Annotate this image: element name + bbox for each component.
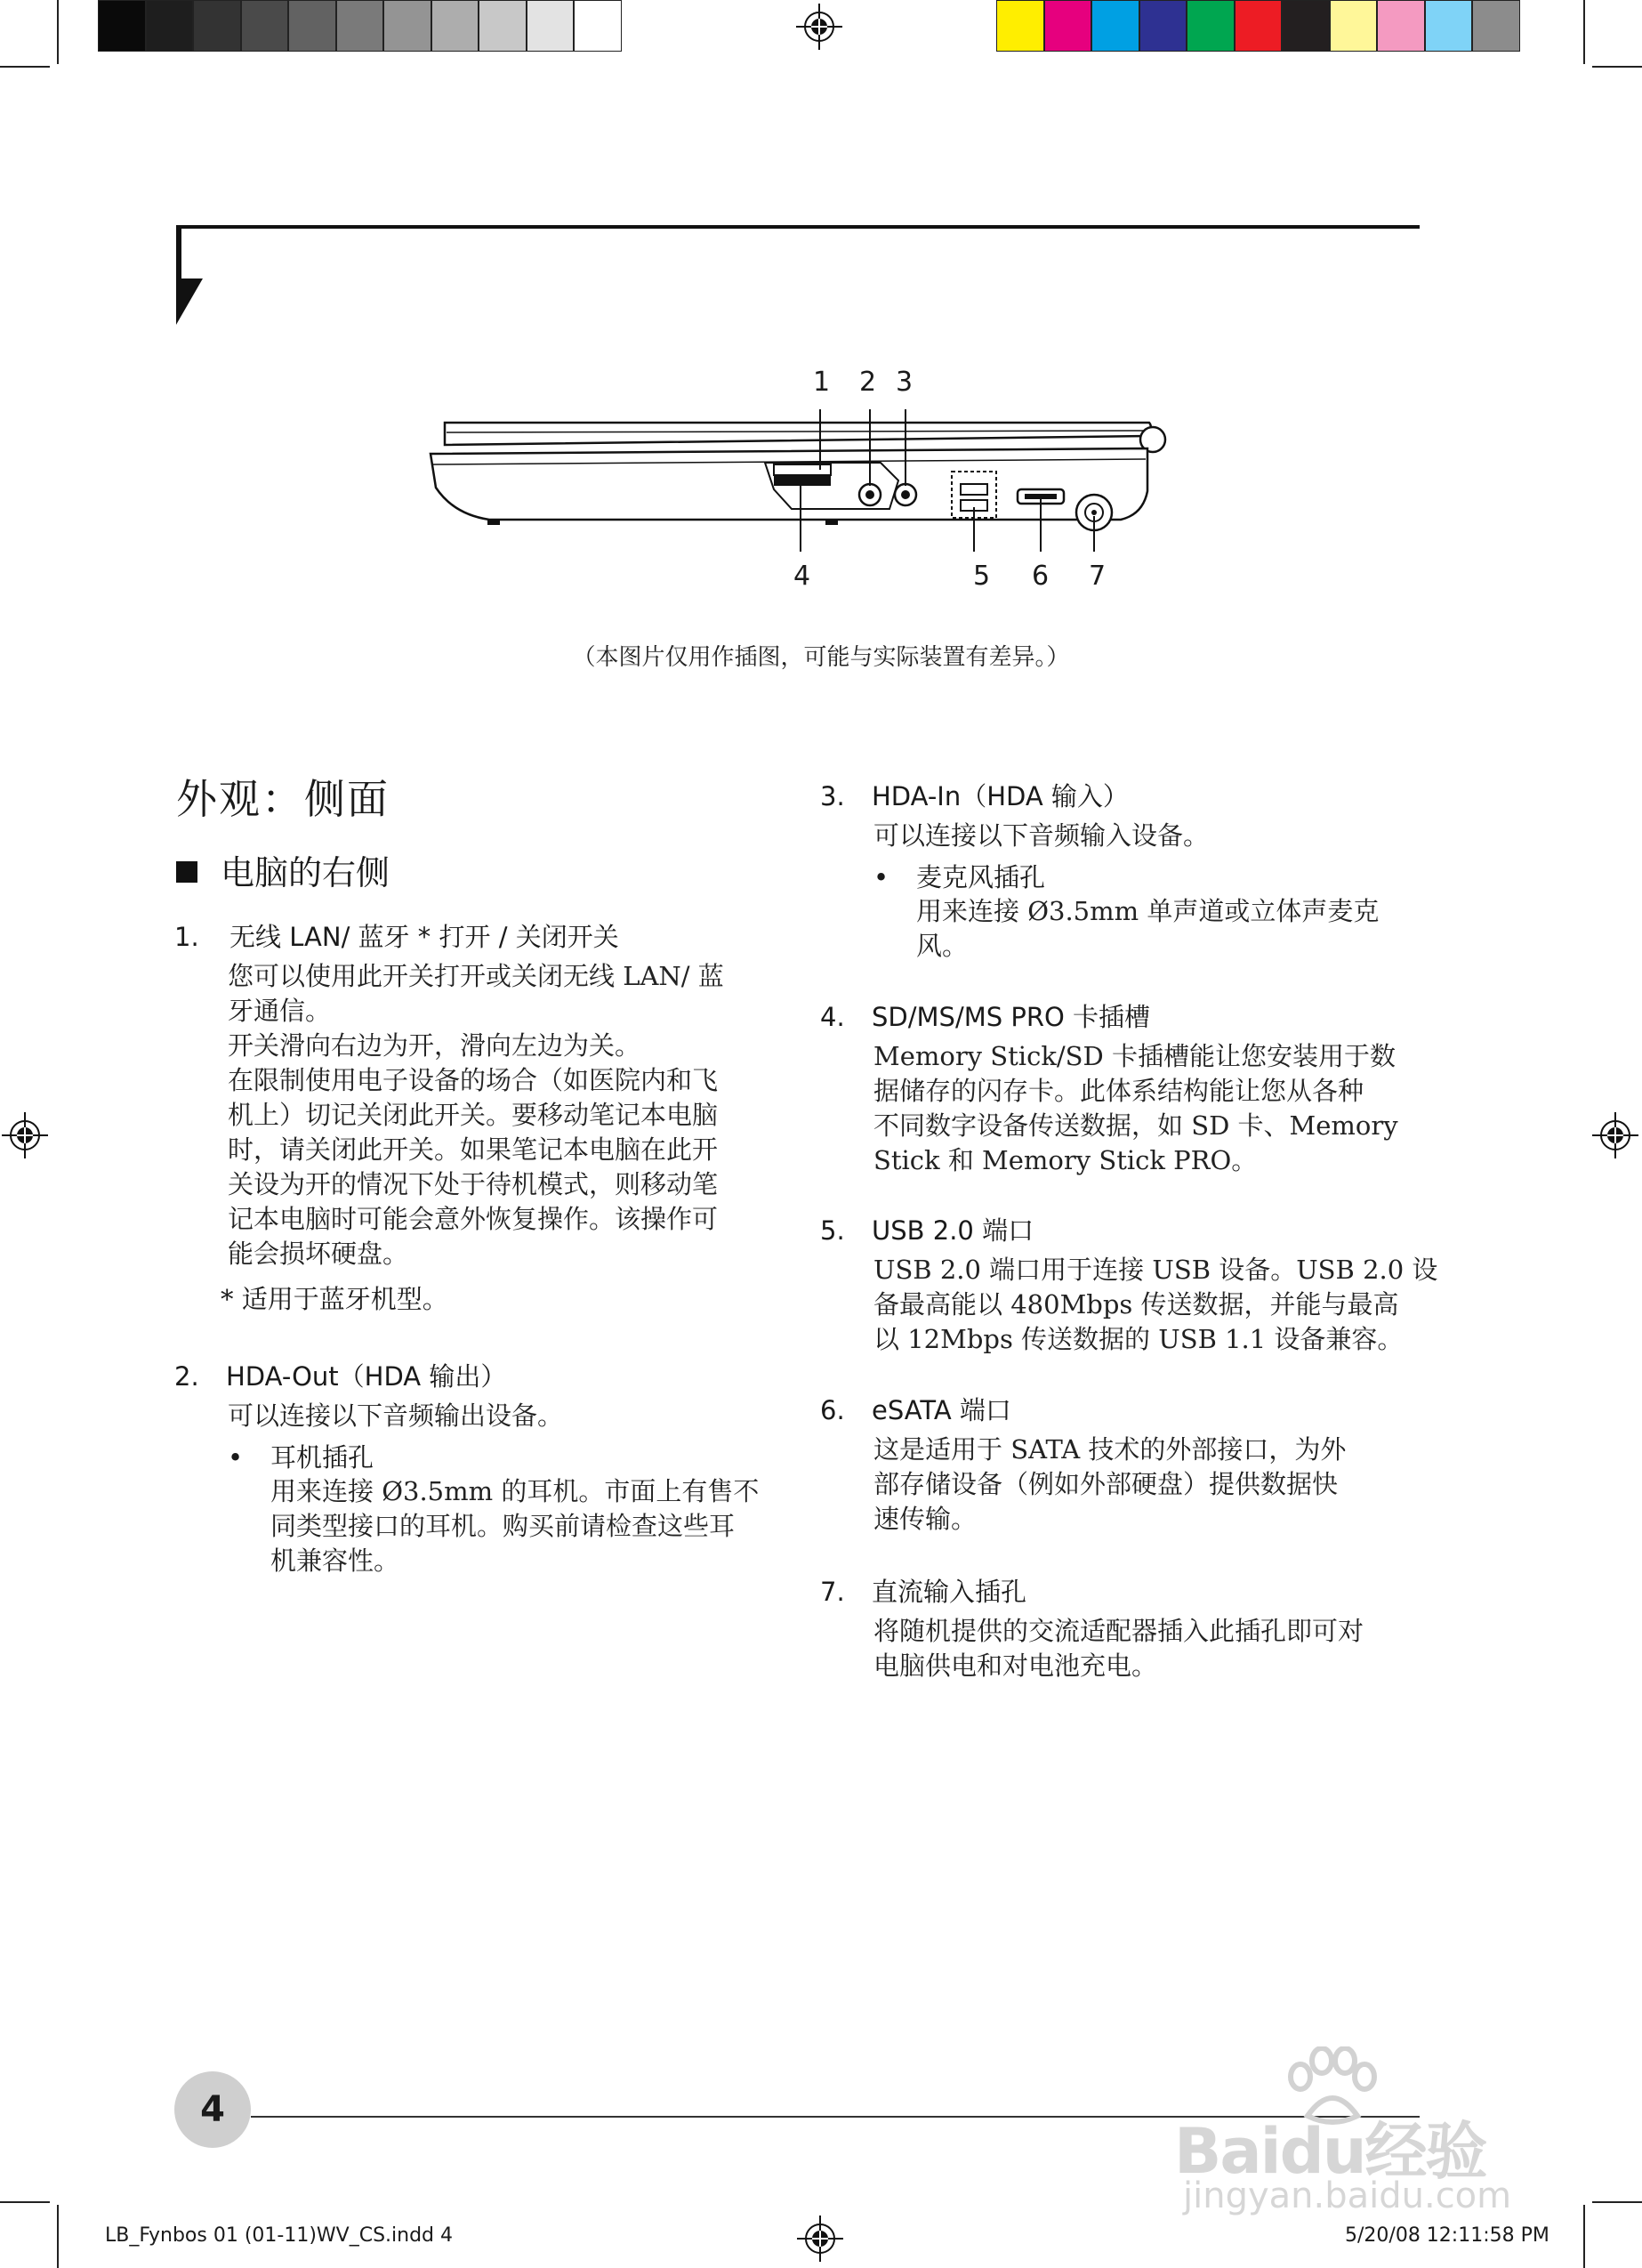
figure-caption: （本图片仅用作插图，可能与实际装置有差异。） — [572, 644, 1070, 671]
item-7-title-row — [820, 1575, 1443, 1609]
item-2 — [174, 1360, 797, 1578]
crop-mark — [0, 2201, 50, 2203]
callout-4: 4 — [793, 561, 811, 592]
registration-mark-icon — [796, 4, 842, 50]
callout-7: 7 — [1089, 561, 1107, 592]
body-line: 同类型接口的耳机。购买前请检查这些耳 — [270, 1511, 736, 1541]
body-line: 不同数字设备传送数据，如 SD 卡、Memory — [873, 1110, 1398, 1141]
item-6-number: 6. — [820, 1395, 845, 1425]
callout-2: 2 — [859, 367, 877, 398]
square-bullet-icon — [176, 861, 197, 883]
color-swatch — [1091, 0, 1139, 52]
color-swatch — [574, 0, 622, 52]
body-line: 用来连接 Ø3.5mm 的耳机。市面上有售不 — [270, 1476, 760, 1506]
callout-1: 1 — [813, 367, 831, 398]
item-2-title: HDA-Out（HDA 输出） — [226, 1361, 507, 1392]
item-1-body — [228, 959, 797, 1271]
crop-mark — [57, 0, 59, 64]
bullet-dot: • — [228, 1442, 244, 1473]
crop-mark — [0, 66, 50, 68]
body-line: 记本电脑时可能会意外恢复操作。该操作可 — [228, 1204, 719, 1234]
item-6 — [820, 1393, 1443, 1537]
body-line: 速传输。 — [873, 1504, 978, 1534]
page-number: 4 — [174, 2071, 251, 2148]
crop-mark — [1583, 2205, 1585, 2268]
item-3-bullet-body — [916, 894, 1443, 964]
crop-mark — [1583, 0, 1585, 64]
body-line: USB 2.0 端口用于连接 USB 设备。USB 2.0 设 — [873, 1255, 1438, 1285]
color-swatch — [1187, 0, 1235, 52]
body-line: 用来连接 Ø3.5mm 单声道或立体声麦克 — [916, 896, 1380, 926]
color-swatch — [527, 0, 575, 52]
body-line: 开关滑向右边为开，滑向左边为关。 — [228, 1030, 641, 1061]
bullet-dot: • — [873, 862, 889, 892]
item-3-title-row — [820, 779, 1443, 813]
color-swatch — [1235, 0, 1283, 52]
color-swatch — [1282, 0, 1330, 52]
body-line: Stick 和 Memory Stick PRO。 — [873, 1145, 1258, 1175]
item-3 — [820, 779, 1443, 964]
color-swatch — [241, 0, 289, 52]
item-6-body — [873, 1433, 1443, 1537]
color-swatch — [383, 0, 431, 52]
registration-mark-icon — [2, 1112, 48, 1158]
color-swatch — [288, 0, 336, 52]
body-line: 以 12Mbps 传送数据的 USB 1.1 设备兼容。 — [873, 1324, 1404, 1354]
item-1 — [174, 920, 797, 1317]
body-line: 牙通信。 — [228, 996, 332, 1026]
color-swatch — [431, 0, 479, 52]
body-line: 这是适用于 SATA 技术的外部接口，为外 — [873, 1434, 1347, 1465]
item-7-body — [873, 1614, 1443, 1683]
watermark-url: jingyan.baidu.com — [1183, 2175, 1512, 2216]
item-3-title: HDA-In（HDA 输入） — [872, 781, 1129, 811]
slug-file-info: LB_Fynbos 01 (01-11)WV_CS.indd 4 — [105, 2224, 454, 2247]
item-1-number: 1. — [174, 922, 199, 952]
item-6-title: eSATA 端口 — [872, 1395, 1011, 1425]
registration-mark-icon — [1592, 1112, 1638, 1158]
color-swatch — [996, 0, 1044, 52]
body-line: 部存储设备（例如外部硬盘）提供数据快 — [873, 1469, 1339, 1499]
watermark-brand: Baidu经验 — [1174, 2115, 1486, 2188]
item-3-intro: 可以连接以下音频输入设备。 — [873, 820, 1210, 851]
item-2-intro: 可以连接以下音频输出设备。 — [228, 1400, 564, 1431]
crop-mark — [1592, 66, 1642, 68]
item-1-note: * 适用于蓝牙机型。 — [221, 1284, 448, 1314]
item-2-bullet-body — [270, 1474, 797, 1578]
item-7-number: 7. — [820, 1577, 845, 1607]
item-1-title-row — [174, 920, 797, 954]
callout-3: 3 — [896, 367, 914, 398]
item-5-number: 5. — [820, 1215, 845, 1246]
item-2-bullet-title: 耳机插孔 — [270, 1442, 374, 1473]
body-line: 在限制使用电子设备的场合（如医院内和飞 — [228, 1065, 719, 1095]
item-3-number: 3. — [820, 781, 845, 811]
body-line: 机上）切记关闭此开关。要移动笔记本电脑 — [228, 1100, 719, 1130]
body-line: 电脑供电和对电池充电。 — [873, 1651, 1158, 1681]
section-title: 外观：侧面 — [176, 775, 390, 823]
subsection-heading — [176, 845, 390, 894]
header-rule — [178, 225, 1420, 229]
color-swatch — [1330, 0, 1378, 52]
body-line: 将随机提供的交流适配器插入此插孔即可对 — [873, 1616, 1364, 1646]
color-swatch — [336, 0, 384, 52]
laptop-right-side-illustration — [418, 409, 1174, 552]
item-2-bullet — [228, 1441, 797, 1578]
color-swatch — [479, 0, 527, 52]
item-5-title-row — [820, 1214, 1443, 1247]
crop-mark — [1592, 2201, 1642, 2203]
item-5-title: USB 2.0 端口 — [872, 1215, 1034, 1246]
item-2-number: 2. — [174, 1361, 199, 1392]
item-2-title-row — [174, 1360, 797, 1393]
body-line: 时，请关闭此开关。如果笔记本电脑在此开 — [228, 1134, 719, 1165]
item-4-title: SD/MS/MS PRO 卡插槽 — [872, 1002, 1151, 1032]
body-line: 关设为开的情况下处于待机模式，则移动笔 — [228, 1169, 719, 1199]
item-4-body — [873, 1039, 1443, 1178]
color-swatch — [1377, 0, 1425, 52]
color-swatch — [146, 0, 194, 52]
item-3-bullet — [873, 860, 1443, 964]
body-line: Memory Stick/SD 卡插槽能让您安装用于数 — [873, 1041, 1396, 1071]
registration-mark-icon — [797, 2216, 843, 2262]
item-4 — [820, 1000, 1443, 1178]
body-line: 备最高能以 480Mbps 传送数据，并能与最高 — [873, 1289, 1399, 1320]
item-6-title-row — [820, 1393, 1443, 1427]
body-line: 机兼容性。 — [270, 1546, 400, 1576]
body-line: 能会损坏硬盘。 — [228, 1239, 409, 1269]
item-4-number: 4. — [820, 1002, 845, 1032]
crop-mark — [57, 2205, 59, 2268]
item-5-body — [873, 1253, 1443, 1357]
item-7-title: 直流输入插孔 — [872, 1577, 1027, 1607]
color-swatch — [1425, 0, 1473, 52]
item-7 — [820, 1575, 1443, 1683]
color-swatch — [1472, 0, 1520, 52]
callout-5: 5 — [973, 561, 991, 592]
item-1-title: 无线 LAN/ 蓝牙 * 打开 / 关闭开关 — [229, 922, 619, 952]
slug-timestamp: 5/20/08 12:11:58 PM — [1345, 2224, 1549, 2247]
callout-6: 6 — [1032, 561, 1050, 592]
body-line: 据储存的闪存卡。此体系结构能让您从各种 — [873, 1076, 1364, 1106]
header-corner-wedge — [176, 225, 203, 325]
body-line: 风。 — [916, 931, 969, 961]
body-line: 您可以使用此开关打开或关闭无线 LAN/ 蓝 — [228, 961, 724, 991]
color-swatch — [1139, 0, 1187, 52]
item-5 — [820, 1214, 1443, 1357]
item-4-title-row — [820, 1000, 1443, 1034]
color-swatch — [98, 0, 146, 52]
color-swatch — [1044, 0, 1092, 52]
color-swatch — [193, 0, 241, 52]
subsection-title: 电脑的右侧 — [221, 853, 390, 892]
baidu-watermark — [1174, 2046, 1548, 2216]
item-3-bullet-title: 麦克风插孔 — [916, 862, 1046, 892]
